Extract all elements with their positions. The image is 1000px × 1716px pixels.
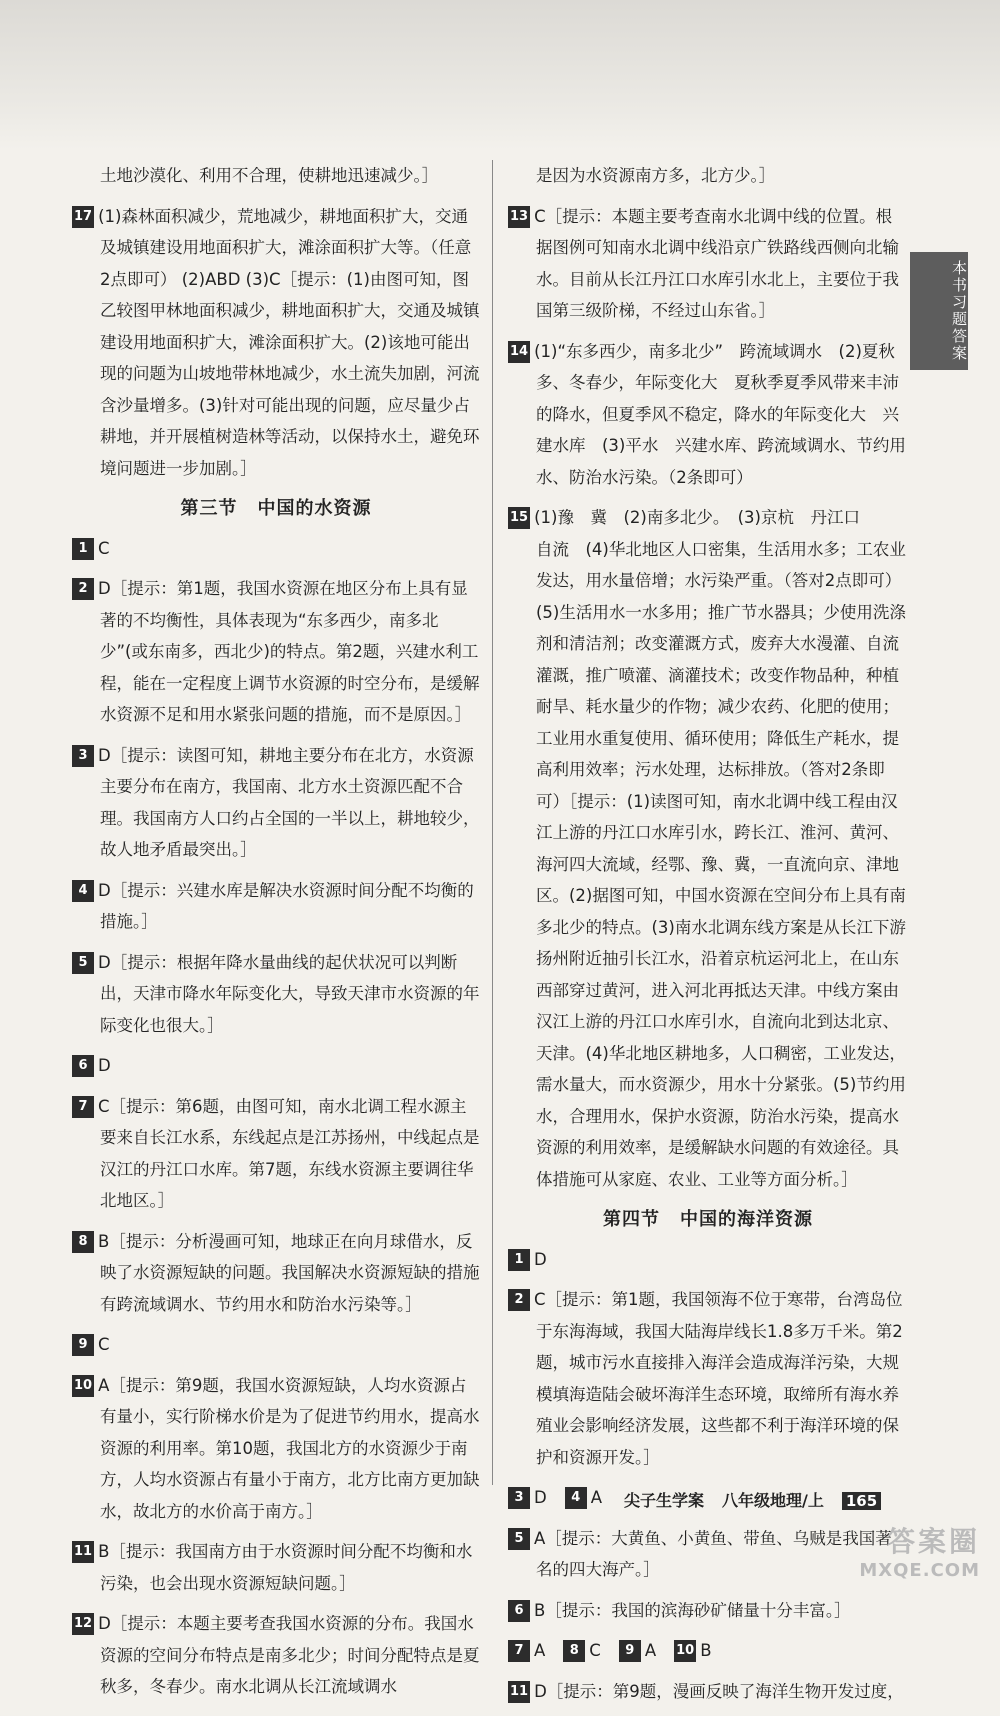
question-number: 7 — [72, 1096, 94, 1118]
answer-inline — [674, 1635, 711, 1667]
answer-item — [72, 1536, 480, 1599]
answer-text: D — [98, 1056, 111, 1075]
answer-row — [508, 1635, 908, 1667]
question-number: 8 — [563, 1640, 585, 1662]
answer-text: D［提示：兴建水库是解决水资源时间分配不均衡的措施。］ — [98, 880, 474, 931]
answer-item — [72, 1226, 480, 1321]
paragraph: 土地沙漠化、利用不合理，使耕地迅速减少。］ — [100, 166, 439, 185]
watermark-url: MXQE.COM — [859, 1560, 980, 1581]
column-divider — [492, 160, 493, 1485]
answer-text: D［提示：第9题，漫画反映了海洋生物开发过度， — [534, 1681, 904, 1701]
question-number: 2 — [72, 578, 94, 600]
section-heading: 第四节 中国的海洋资源 — [603, 1209, 813, 1230]
watermark-logo-text: 答案圈 — [886, 1525, 980, 1558]
answer-item — [72, 1370, 480, 1528]
question-number: 2 — [508, 1289, 530, 1311]
answer-text: B［提示：我国南方由于水资源时间分配不均衡和水污染，也会出现水资源短缺问题。］ — [98, 1542, 473, 1593]
answer-text: B — [700, 1641, 712, 1660]
answer-text: D — [534, 1488, 547, 1507]
question-number: 5 — [72, 952, 94, 974]
answer-text: D — [534, 1249, 547, 1269]
answer-item — [508, 1284, 908, 1473]
answer-item — [72, 533, 480, 565]
question-number: 4 — [565, 1487, 587, 1509]
answer-text: (1)森林面积减少，荒地减少，耕地面积扩大，交通及城镇建设用地面积扩大，滩涂面积扩大等。（任意2点即可） (2)ABD (3)C［提示：(1)由图可知，图乙较图甲林地面积减少，耕地面积扩大，交通及城镇建设用地面积扩大，滩涂面积扩大。(2)该地可能出现的问题为山坡地带林地减少，水土流失加剧，河流含沙量增多。(3)针对可能出现的问题，应尽量少占耕地，并开展植树造林等活动，以保持水土，避免环境问题进一步加剧。］ — [98, 206, 480, 478]
question-number: 1 — [508, 1249, 530, 1271]
answer-text: (1)豫 冀 (2)南多北少。 (3)京杭 丹江口 — [534, 508, 860, 527]
section-heading: 第三节 中国的水资源 — [180, 498, 372, 519]
answer-item — [508, 336, 908, 494]
question-number: 14 — [508, 341, 530, 363]
answer-item — [508, 1676, 908, 1708]
answer-item — [72, 1050, 480, 1082]
answer-item — [72, 1329, 480, 1361]
answer-text: D［提示：本题主要考查我国水资源的分布。我国水资源的空间分布特点是南多北少；时间分配特点是夏秋多，冬春少。南水北调从长江流域调水 — [98, 1614, 480, 1696]
question-number: 11 — [72, 1541, 94, 1563]
question-number: 6 — [508, 1600, 530, 1622]
answer-continuation: 自流 (4)华北地区人口密集，生活用水多；工农业发达，用水量倍增；水污染严重。（答对2点即可） (5)生活用水一水多用；推广节水器具；少使用洗涤剂和清洁剂；改变灌溉方式，废弃大水漫灌、自流灌溉，推广喷灌、滴灌技术；改变作物品种，种植耐旱、耗水量少的作物；减少农药、化肥的使用；工业用水重复使用、循环使用；降低生产耗水，提高利用效率；污水处理，达标排放。（答对2条即可）［提示：(1)读图可知，南水北调中线工程由汉江上游的丹江口水库引水，跨长江、淮河、黄河、海河四大流域，经鄂、豫、冀，一直流向京、津地区。(2)据图可知，中国水资源在空间分布上具有南多北少的特点。(3)南水北调东线方案是从长江下游扬州附近抽引长江水，沿着京杭运河北上，在山东西部穿过黄河，进入河北再抵达天津。中线方案由汉江上游的丹江口水库引水，自流向北到达北京、天津。(4)华北地区耕地多，人口稠密，工业发达，需水量大，而水资源少，用水十分紧张。(5)节约用水，合理用水，保护水资源，防治水污染，提高水资源的利用效率，是缓解缺水问题的有效途径。具体措施可从家庭、农业、工业等方面分析。］ — [536, 539, 910, 1189]
answer-text: D［提示：第1题，我国水资源在地区分布上具有显著的不均衡性，具体表现为“东多西少，南多北少”(或东南多，西北少)的特点。第2题，兴建水利工程，能在一定程度上调节水资源的时空分布，是缓解水资源不足和用水紧张问题的措施，而不是原因。］ — [98, 579, 480, 724]
question-number: 10 — [674, 1640, 696, 1662]
answer-text: A — [644, 1641, 657, 1660]
answer-item — [72, 947, 480, 1042]
question-number: 10 — [72, 1375, 94, 1397]
answer-text: (1)“东多西少，南多北少” 跨流域调水 (2)夏秋多、冬春少，年际变化大 夏秋季夏季风带来丰沛的降水，但夏季风不稳定，降水的年际变化大 兴建水库 (3)平水 兴建水库、跨流域调水、节约用水、防治水污染。（2条即可） — [534, 341, 906, 487]
answer-item — [72, 573, 480, 731]
question-number: 3 — [72, 745, 94, 767]
answer-inline — [508, 1482, 547, 1514]
question-number: 13 — [508, 206, 530, 228]
question-number: 17 — [72, 206, 94, 228]
answer-item — [72, 740, 480, 866]
question-number: 6 — [72, 1055, 94, 1077]
answer-item — [508, 502, 908, 534]
side-tab: 本书习题答案 — [910, 252, 968, 370]
answer-inline — [565, 1482, 602, 1514]
answer-text: A — [534, 1641, 546, 1660]
answer-text: C — [98, 1335, 110, 1354]
question-number: 9 — [72, 1334, 94, 1356]
question-number: 4 — [72, 880, 94, 902]
answer-text: D［提示：根据年降水量曲线的起伏状况可以判断出，天津市降水年际变化大，导致天津市水资源的年际变化也很大。］ — [98, 952, 480, 1035]
answer-text: A［提示：大黄鱼、小黄鱼、带鱼、乌贼是我国著名的四大海产。］ — [534, 1528, 892, 1579]
right-column — [508, 160, 908, 1716]
answer-item — [72, 1608, 480, 1703]
page-top-shadow — [0, 0, 1000, 150]
page-footer — [624, 1488, 899, 1511]
page-number: 165 — [842, 1492, 881, 1510]
left-column — [72, 160, 480, 1712]
answer-item — [72, 875, 480, 938]
footer-brand: 尖子生学案 — [624, 1491, 705, 1510]
answer-text: B［提示：我国的滨海砂矿储量十分丰富。］ — [534, 1600, 851, 1620]
question-number: 5 — [508, 1528, 530, 1550]
question-number: 1 — [72, 538, 94, 560]
answer-inline — [619, 1635, 656, 1667]
answer-item — [508, 1244, 908, 1276]
answer-text: B［提示：分析漫画可知，地球正在向月球借水，反映了水资源短缺的问题。我国解决水资源短缺的措施有跨流域调水、节约用水和防治水污染等。］ — [98, 1231, 480, 1314]
answer-item — [72, 1091, 480, 1217]
question-number: 7 — [508, 1640, 530, 1662]
answer-inline — [508, 1635, 545, 1667]
answer-text: D［提示：读图可知，耕地主要分布在北方，水资源主要分布在南方，我国南、北方水土资源匹配不合理。我国南方人口约占全国的一半以上，耕地较少，故人地矛盾最突出。］ — [98, 745, 480, 859]
paragraph: 是因为水资源南方多，北方少。］ — [536, 166, 776, 185]
question-number: 3 — [508, 1487, 530, 1509]
answer-inline — [563, 1635, 601, 1667]
question-number: 8 — [72, 1231, 94, 1253]
answer-text: A［提示：第9题，我国水资源短缺，人均水资源占有量小，实行阶梯水价是为了促进节约用水，提高水资源的利用率。第10题，我国北方的水资源少于南方，人均水资源占有量小于南方，北方比南方更加缺水，故北方的水价高于南方。］ — [98, 1375, 480, 1521]
answer-item — [508, 1595, 908, 1627]
site-watermark — [820, 1520, 980, 1590]
question-number: 12 — [72, 1613, 94, 1635]
answer-text: C — [589, 1641, 601, 1660]
answer-text: C — [98, 538, 110, 558]
question-number: 11 — [508, 1681, 530, 1703]
answer-text: C［提示：第1题，我国领海不位于寒带，台湾岛位于东海海域，我国大陆海岸线长1.8多万千米。第2题，城市污水直接排入海洋会造成海洋污染，大规模填海造陆会破坏海洋生态环境，取缔所有海水养殖业会影响经济发展，这些都不利于海洋环境的保护和资源开发。］ — [534, 1290, 903, 1467]
answer-item — [508, 201, 908, 327]
answer-text: C［提示：第6题，由图可知，南水北调工程水源主要来自长江水系，东线起点是江苏扬州，中线起点是汉江的丹江口水库。第7题，东线水资源主要调往华北地区。］ — [98, 1096, 480, 1210]
answer-item — [72, 201, 480, 485]
question-number: 9 — [619, 1640, 641, 1662]
answer-text: C［提示：本题主要考查南水北调中线的位置。根据图例可知南水北调中线沿京广铁路线西侧向北输水。目前从长江丹江口水库引水北上，主要位于我国第三级阶梯，不经过山东省。］ — [534, 206, 899, 320]
footer-subject: 八年级地理/上 — [722, 1491, 824, 1510]
answer-text: A — [590, 1488, 603, 1507]
question-number: 15 — [508, 507, 530, 529]
